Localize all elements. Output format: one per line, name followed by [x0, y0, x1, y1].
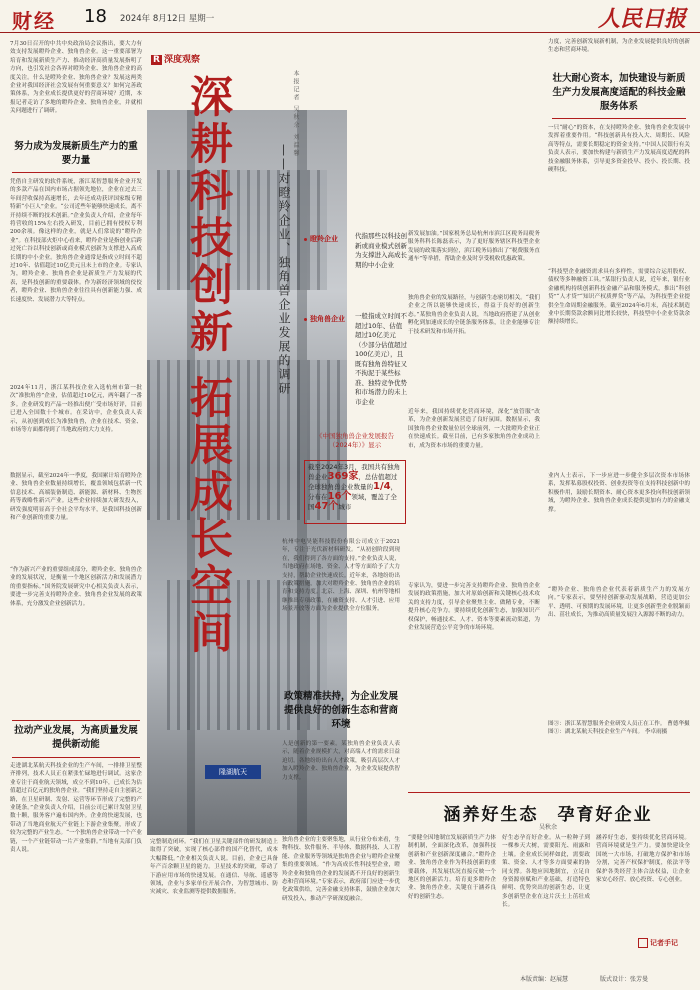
stat-end: 城市 [338, 503, 352, 511]
page-header [0, 0, 700, 33]
gazelle-definition: 代指那些以科技创新或商业模式创新为支撑进入高成长期的中小企业 [355, 232, 407, 269]
stat-mid2: ，分布在 [308, 483, 398, 501]
subhead-2: 拉动产业发展，为高质量发展提供新动能 [14, 725, 138, 750]
col2-body-a: 完整制造闭环。“我们在卫星关键部件的研发制造上取得了突破，实现了核心部件的国产化替代，成本大幅降低。”企业相关负责人说。目前，企业已具备年产百余颗卫星的能力。卫星技术的突破，带动了下游应用市场的快速发展。在通信、导航、遥感等领域，企业与多家单位开展合作，为智慧城市、防灾减灾、农业监测等提供数据服务。 [150, 839, 278, 896]
unicorn-definition: 一般指成立时间不超过10年、估值超过10亿美元（少部分估值超过100亿美元），且既有独角兽特征又不拘泥于某些标准、独特竞争优势和市场潜力的未上市企业 [355, 312, 407, 406]
headline-deck: ——对瞪羚企业、独角兽企业发展的调研 [277, 144, 291, 396]
caption-1-text: 图③：浙江某智慧服务企业研发人员正在工作。 [548, 721, 666, 727]
commentary-label: 记者手记 [408, 938, 678, 948]
subhead-1: 努力成为发展新质生产力的重要力量 [14, 141, 138, 166]
col1-body-a: 凭借自主研发的软件系统，浙江某智慧服务企业开发的多款产品在国内市场占据领先地位，企业在过去三年间营收保持高速增长，去年还成功获评国家级专精特新“小巨人”企业。“公司近些年能够快速成长，离不开持续不断的技术创新。”企业负责人介绍，企业每年将营收的15%左右投入研发，目前已拥有授权专利200余项。像这样的企业，就是人们常说的“瞪羚企业”。在科技部火炬中心看来，瞪羚企业是指创业后跨过死亡谷以科技创新或商业模式创新为支撑进入高成长期的中小企业。独角兽企业通常是指成立时间不超过10年、估值超过10亿美元且未上市的企业。专家认为，瞪羚企业、独角兽企业是新质生产力发展的代表，是科技创新的重要载体。作为新经济领域的佼佼者，瞪羚企业、独角兽企业往往具有创新能力强、成长速度快、发展潜力大等特点。 [10, 179, 142, 303]
section-name: 财经 [12, 9, 56, 33]
col5-body-top: 力度，完善创新发展新机制，为企业发展提供良好的创新生态和营商环境。 [548, 39, 690, 54]
subhead-4: 壮大耐心资本，加快建设与新质生产力发展高度适配的科技金融服务体系 [552, 73, 686, 112]
col5-body-d: “瞪羚企业、独角兽企业代表着新质生产力的发展方向。”专家表示，要坚持创新驱动发展战略，营造更加公平、透明、可预期的发展环境，让更多创新型企业脱颖而出、茁壮成长，为推动高质量发展注入源源不断的动力。 [548, 587, 690, 619]
feature-tag-label: 深度观察 [163, 55, 200, 65]
bullet-icon [304, 318, 307, 321]
intro-text: 7月30日召开的中共中央政治局会议指出，要大力有效支持发展瞪羚企业、独角兽企业。这一重要部署为培育和发展新质生产力、推动经济高质量发展指明了方向，也引发社会各界对瞪羚企业、独角兽企业的高度关注。什么是瞪羚企业、独角兽企业？发展这两类企业对我国经济社会发展有何重要意义？如何完善政策体系，为企业成长提供更好的营商环境？近期，本报记者走访了多地的瞪羚企业、独角兽企业，并就相关问题进行了调研。 [10, 41, 142, 115]
stat-text [308, 462, 402, 522]
issue-date: 2024年 8月12日 星期一 [120, 14, 215, 24]
subhead-2-rule-top [12, 720, 140, 721]
stat-cities: 16个 [327, 491, 352, 502]
stat-prefix: 截至2024年3月，我国共有独角兽企业 [308, 463, 401, 481]
caption-1-credit: 曹德华摄 [667, 721, 690, 727]
commentary-body-b: 好生态孕育好企业。从一粒种子到一棵参天大树，需要阳光、雨露和土壤。企业成长同样如此，需要政策、资金、人才等多方面要素的协同支撑。各地应因地制宜，立足自身资源禀赋和产业基础，打造特色鲜明、优势突出的创新生态，让更多创新型企业在这片沃土上茁壮成长。 [502, 835, 590, 909]
stat-mid: ，总估值超过全球独角兽企业数量的 [308, 473, 398, 491]
footer-designer: 版式设计：张芳曼 [600, 976, 649, 983]
commentary-rule [408, 792, 690, 793]
feature-tag-icon: R [153, 55, 160, 65]
byline: 本报记者 吴秋余 刘温馨 [292, 70, 299, 158]
col3-body-c: 人是创新的第一要素。某独角兽企业负责人表示，随着企业规模扩大，对高端人才的需求日益迫切。各地纷纷出台人才政策，吸引高层次人才加入瞪羚企业、独角兽企业，为企业发展提供智力支撑。 [282, 741, 400, 781]
subhead-2-rule [12, 757, 140, 758]
col4-body-a: 新发展加油。”国家税务总局杭州市滨江区税务局税务服务科科长陈磊表示，为了更好服务辖区科技型企业发展的政策落实到位，滨江税务局推出了“税费服务直通车”等举措，帮助企业及时享受税收优惠政策。 [408, 231, 540, 263]
bullet-icon [304, 238, 307, 241]
commentary-body-a: “要健全因地制宜发展新质生产力体制机制，全面深化改革，加强科技创新和产业创新深度融合。”瞪羚企业、独角兽企业作为科技创新的重要载体，其发展状况直接反映一个地区的创新活力。培育更多瞪羚企业、独角兽企业，关键在于涵养良好的创新生态。 [408, 835, 496, 900]
col5-body-c: 业内人士表示，下一步应进一步健全多层次资本市场体系，发挥私募股权投资、创业投资等在支持科技创新中的积极作用，鼓励长期资本、耐心资本更多投向科技创新领域，为瞪羚企业、独角兽企业成长提供更加有力的金融支撑。 [548, 473, 690, 513]
newspaper-logo: 人民日报 [597, 6, 686, 32]
report-title: 《中国独角兽企业发展报告（2024年）》显示 [316, 432, 394, 449]
col5-body-b: “科技型企业融资需求具有多样性，需要综合运用股权、债权等多种融资工具。”某银行负责人说，近年来，银行业金融机构持续创新科技金融产品和服务模式，推出“科创贷”“人才贷”“知识产权质押贷”等产品，为科技型企业提供全生命周期金融服务。截至2024年6月末，高技术制造业中长期贷款余额同比增长较快，科技型中小企业贷款余额持续增长。 [548, 269, 690, 326]
col4-body-d: 专家认为，要进一步完善支持瞪羚企业、独角兽企业发展的政策措施，加大对原始创新和关键核心技术攻关的支持力度，引导企业聚焦主业、做精专业，不断提升核心竞争力。要持续优化创新生态，加强知识产权保护，畅通技术、人才、资本等要素流动渠道，为企业发展营造公平竞争的市场环境。 [408, 583, 540, 632]
col4-body-c: 近年来，我国持续优化营商环境，深化“放管服”改革，为企业创新发展营造了良好氛围。数据显示，我国独角兽企业数量位居全球前列，一大批瞪羚企业正在快速成长。截至目前，已有多家独角兽企业成功上市，成为资本市场的重要力量。 [408, 409, 540, 449]
caption-2-text: 图①：湖北某航天科技企业生产车间。 [548, 729, 644, 736]
subhead-1-rule [12, 172, 140, 173]
unicorn-label: 独角兽企业 [310, 315, 345, 323]
stat-count: 369家 [327, 471, 359, 482]
col4-body-b: 独角兽企业的发展路径，与创新生态密切相关。“我们企业之所以能够快速成长，得益于良好的创新生态。”某独角兽企业负责人说，当地政府搭建了从创业孵化到加速成长的全链条服务体系，让企业能够专注于技术研发和市场开拓。 [408, 295, 540, 335]
subhead-4-rule [552, 118, 686, 119]
subhead-3: 政策精准扶持，为企业发展提供良好的创新生态和营商环境 [283, 691, 398, 730]
page-number: 18 [84, 6, 107, 27]
photo-caption-1 [548, 720, 690, 754]
col1-lower-body: 走进湖北某航天科技企业的生产车间，一排排卫星整齐排列，技术人员正在紧张忙碌地进行调试。这家企业专注于商业航天领域，成立不到10年，已成长为估值超过百亿元的独角兽企业。“我们坚持走自主创新之路，在卫星研制、发射、运营等环节形成了完整的产业链条。”企业负责人介绍，目前公司已累计发射卫星数十颗，服务客户遍布国内外。企业的快速发展，也带动了当地商业航天产业链上下游企业集聚，形成了较为完整的产业生态。“一个独角兽企业带动一个产业链，一个产业链带动一片产业集群。”当地有关部门负责人说。 [10, 763, 142, 854]
feature-tag [151, 52, 200, 65]
stat-share: 1/4 [373, 481, 391, 492]
commentary-body-c: 涵养好生态，要持续优化营商环境。营商环境就是生产力。要加快建设全国统一大市场，打破地方保护和市场分割，完善产权保护制度，依法平等保护各类经营主体合法权益，让企业家安心经营、放心投资、专心创业。 [596, 835, 690, 884]
gazelle-label: 瞪羚企业 [310, 235, 338, 243]
commentary-author: 吴秋余 [538, 824, 557, 831]
caption-2-credit: 李卓雨摄 [644, 729, 668, 736]
col1-body-b: 2024年11月，浙江某科技企业入选杭州市第一批次“准独角兽”企业，估值超过10亿元，两年翻了一番多。企业研发的产品一经推出便广受市场好评，目前已进入全国数十个城市。在采访中，企业负责人表示，从初创到成长为准独角兽，企业在技术、资金、市场等方面都得到了当地政府的大力支持。 [10, 385, 142, 434]
stat-suffix: 领域，覆盖了全国 [308, 493, 397, 511]
stat-provinces: 47个 [314, 501, 339, 512]
col1-body-c: 数据显示，截至2024年一季度，我国累计培育瞪羚企业、独角兽企业数量持续增长，覆盖领域包括新一代信息技术、高端装备制造、新能源、新材料、生物医药等战略性新兴产业。这些企业持续加大研发投入，研发强度明显高于全社会平均水平，是我国科技创新和产业创新的重要力量。 [10, 473, 142, 522]
col3-body-b: 杭州中电昊能科技股份有限公司成立于2021年，专注于光伏新材料研发。“从初创阶段到现在，我们得到了各方面的支持。”企业负责人说，当地政府在场地、资金、人才等方面给予了大力支持，帮助企业快速成长。近年来，各地纷纷出台政策措施，加大对瞪羚企业、独角兽企业的培育和支持力度。北京、上海、深圳、杭州等地相继推出专项政策，在融资支持、人才引进、应用场景开放等方面为企业提供全方位服务。 [282, 539, 400, 613]
main-headline: 深耕科技创新 拓展成长空间 [183, 74, 233, 657]
footer-editor: 本版责编：赵展慧 [520, 976, 569, 983]
col3-body-a: 独角兽企业的主要聚集地，从行业分布来看，生物科技、软件服务、半导体、数据科技、人工智能、企业服务等领域是独角兽企业与瞪羚企业聚集的重要领域。“作为高成长性科技型企业，瞪羚企业和独角兽企业的发展离不开良好的创新生态和营商环境。”专家表示，政府部门应进一步优化政策供给，完善金融支持体系，鼓励企业加大研发投入，推动产学研深度融合。 [282, 837, 400, 902]
col1-body-d: “作为新兴产业的重要组成部分，瞪羚企业、独角兽企业的发展状况，是衡量一个地区创新活力和发展潜力的重要指标。”国务院发展研究中心相关负责人表示，要进一步完善支持瞪羚企业、独角兽企业发展的政策体系，充分激发企业创新活力。 [10, 567, 142, 607]
note-icon [638, 938, 648, 948]
col5-body-a: 一只“耐心”的资本，在支持瞪羚企业、独角兽企业发展中发挥着重要作用。“科技创新具有投入大、周期长、风险高等特点，需要长期稳定的资金支持。”中国人民银行有关负责人表示，要加快构建与新质生产力发展高度适配的科技金融服务体系，引导更多资金投早、投小、投长期、投硬科技。 [548, 125, 690, 174]
photo-sign: 隆湖航天 [205, 765, 261, 779]
commentary-title: 涵养好生态 孕育好企业 [443, 805, 653, 825]
